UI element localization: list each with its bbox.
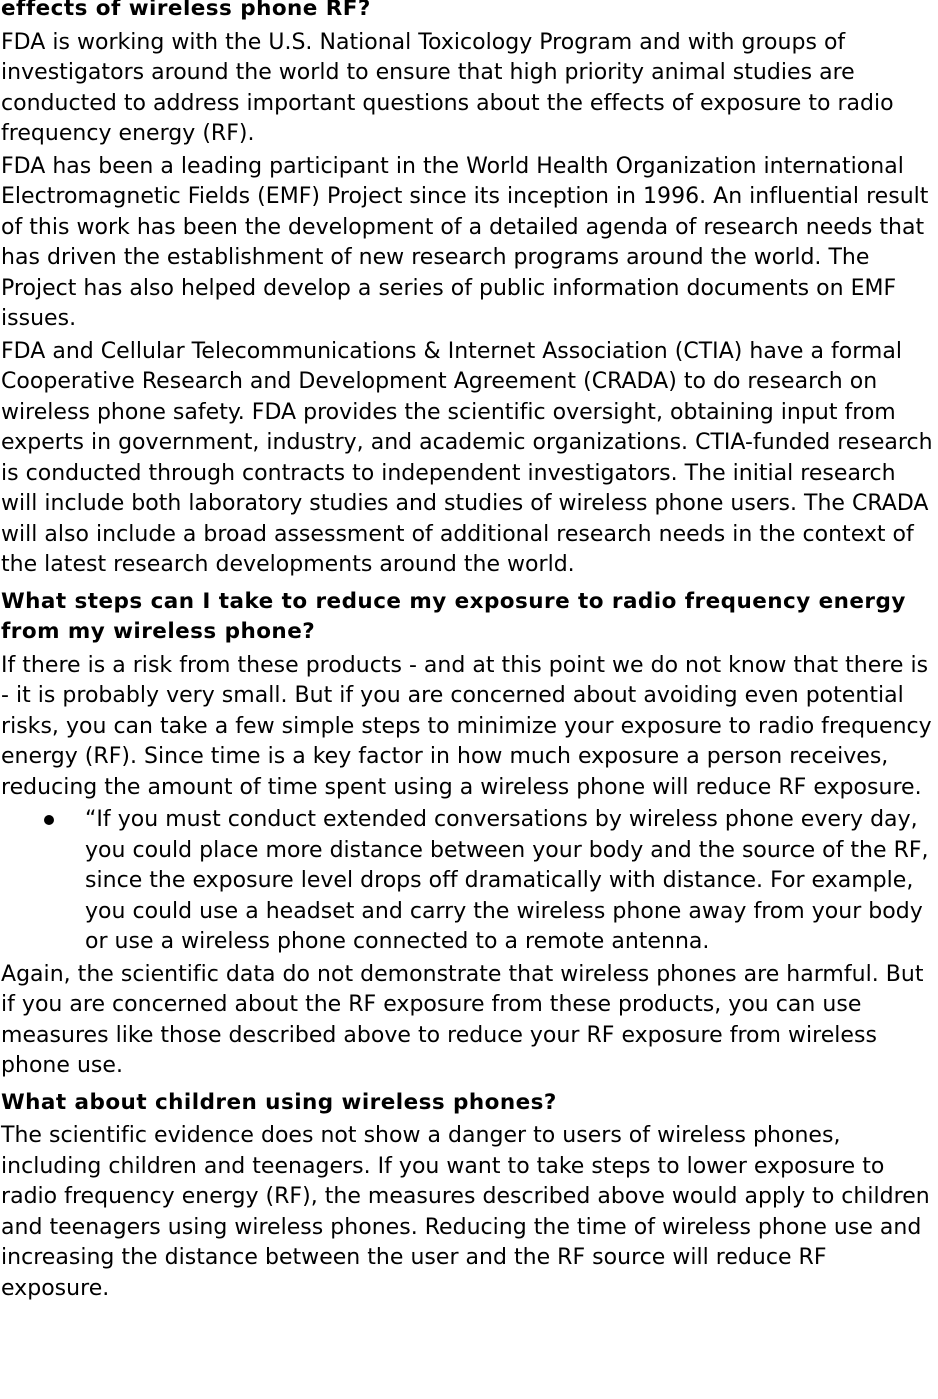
paragraph: FDA is working with the U.S. National Toxicology Program and with groups of investigators around the world to ensure that high priority animal studies are conducted to address important questions about the effects of exposure to radio frequency energy (RF). — [1, 29, 894, 146]
list-item — [1, 805, 938, 958]
bullet-icon — [44, 815, 54, 825]
section-children — [1, 1088, 938, 1305]
paragraph: FDA has been a leading participant in the World Health Organization international Electromagnetic Fields (EMF) Project since its inception in 1996. An influential result of this work has been the development of a detailed agenda of research needs that has driven the establishment of new research programs around the world. The Project has also helped develop a series of public information documents on EMF issues. — [1, 153, 929, 331]
paragraph: FDA and Cellular Telecommunications & Internet Association (CTIA) have a formal Cooperative Research and Development Agreement (CRADA) to do research on wireless phone safety. FDA provides the scientific oversight, obtaining input from experts in government, industry, and academic organizations. CTIA-funded research is conducted through contracts to independent investigators. The initial research will include both laboratory studies and studies of wireless phone users. The CRADA will also include a broad assessment of additional research needs in the context of the latest research developments around the world. — [1, 338, 933, 577]
section-reduce-exposure — [1, 587, 938, 1082]
section-heading: effects of wireless phone RF? — [1, 0, 371, 21]
section-heading: What steps can I take to reduce my exposure to radio frequency energy from my wireless phone? — [1, 588, 906, 644]
section-heading: What about children using wireless phones? — [1, 1089, 557, 1115]
paragraph: If there is a risk from these products - and at this point we do not know that there is - it is probably very small. But if you are concerned about avoiding even potential risks, you can take a few simple steps to minimize your exposure to radio frequency energy (RF). Since time is a key factor in how much exposure a person receives, reducing the amount of time spent using a wireless phone will reduce RF exposure. — [1, 652, 932, 800]
bullet-list — [1, 805, 938, 958]
document-page — [1, 0, 938, 1306]
paragraph: Again, the scientific data do not demonstrate that wireless phones are harmful. But if you are concerned about the RF exposure from these products, you can use measures like those described above to reduce your RF exposure from wireless phone use. — [1, 961, 924, 1078]
section-rf-research — [1, 0, 938, 581]
list-item-text: “If you must conduct extended conversations by wireless phone every day, you could place more distance between your body and the source of the RF, since the exposure level drops off dramatically with distance. For example, you could use a headset and carry the wireless phone away from your body or use a wireless phone connected to a remote antenna. — [85, 807, 929, 954]
paragraph: The scientific evidence does not show a danger to users of wireless phones, including children and teenagers. If you want to take steps to lower exposure to radio frequency energy (RF), the measures described above would apply to children and teenagers using wireless phones. Reducing the time of wireless phone use and increasing the distance between the user and the RF source will reduce RF exposure. — [1, 1123, 930, 1301]
